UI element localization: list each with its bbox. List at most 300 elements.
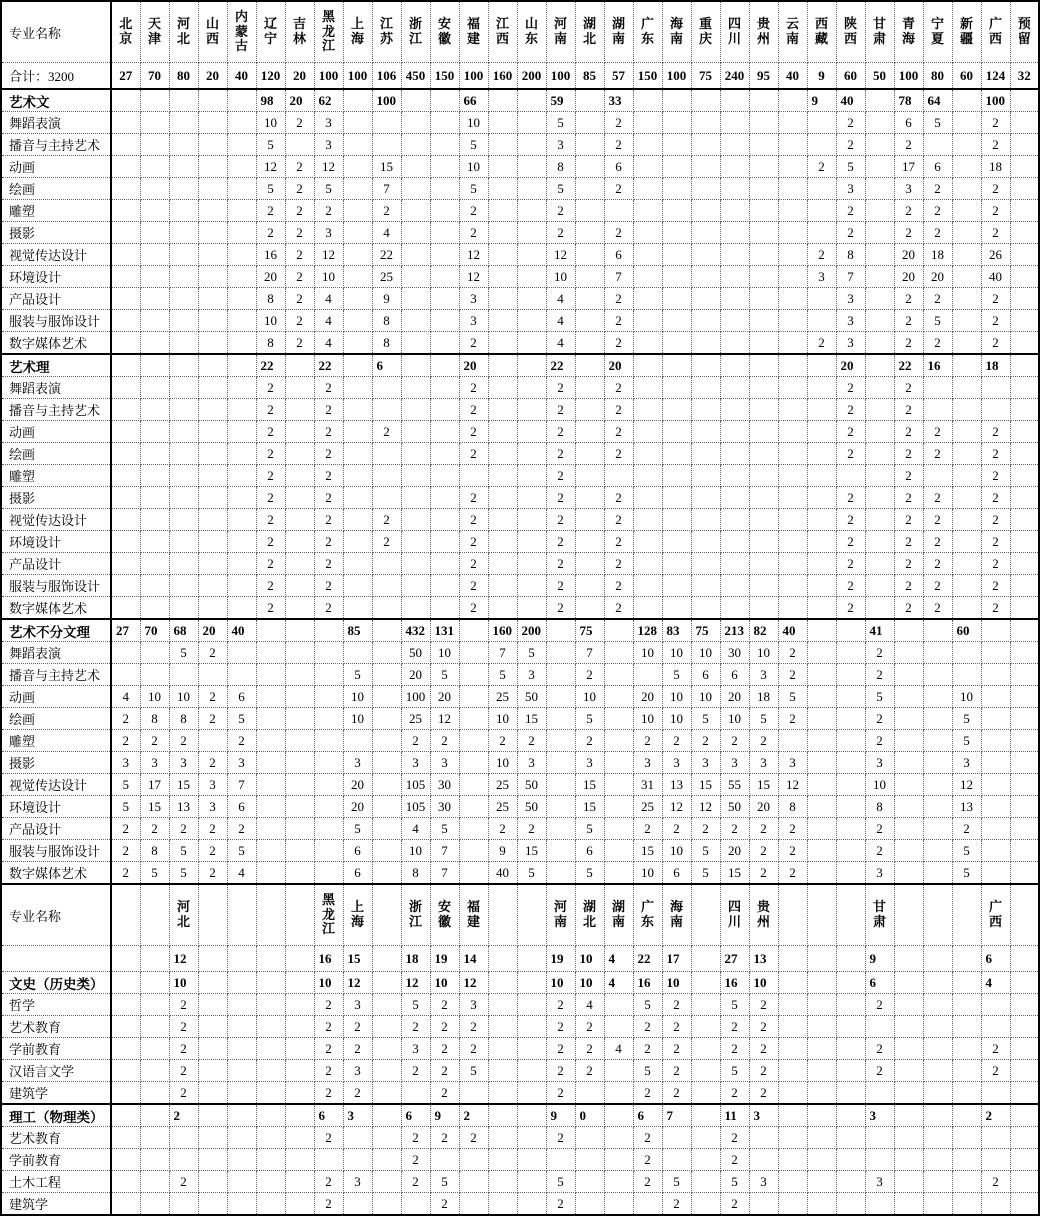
value-cell: 5 bbox=[952, 730, 981, 752]
value-cell bbox=[1010, 730, 1039, 752]
value-cell: 2 bbox=[836, 421, 865, 443]
value-cell: 78 bbox=[894, 89, 923, 112]
value-cell bbox=[401, 156, 430, 178]
value-cell: 10 bbox=[662, 642, 691, 664]
value-cell: 2 bbox=[662, 1060, 691, 1082]
value-cell bbox=[227, 597, 256, 620]
value-cell bbox=[198, 730, 227, 752]
value-cell: 5 bbox=[517, 862, 546, 885]
value-cell: 2 bbox=[604, 553, 633, 575]
value-cell bbox=[140, 222, 169, 244]
value-cell bbox=[140, 288, 169, 310]
value-cell: 100 bbox=[401, 686, 430, 708]
value-cell: 2 bbox=[894, 377, 923, 399]
value-cell bbox=[981, 377, 1010, 399]
value-cell: 10 bbox=[720, 708, 749, 730]
value-cell: 20 bbox=[198, 619, 227, 642]
value-cell: 59 bbox=[546, 89, 575, 112]
value-cell bbox=[285, 1104, 314, 1127]
value-cell bbox=[430, 244, 459, 266]
province-header-cell bbox=[430, 884, 459, 946]
value-cell bbox=[372, 112, 401, 134]
value-cell bbox=[198, 89, 227, 112]
value-cell bbox=[807, 1016, 836, 1038]
value-cell bbox=[256, 730, 285, 752]
province-header-cell bbox=[749, 1, 778, 63]
value-cell: 2 bbox=[111, 730, 140, 752]
value-cell bbox=[778, 946, 807, 972]
value-cell: 2 bbox=[401, 1149, 430, 1171]
value-cell: 13 bbox=[169, 796, 198, 818]
value-cell bbox=[575, 509, 604, 531]
value-cell bbox=[459, 686, 488, 708]
value-cell bbox=[459, 1171, 488, 1193]
value-cell: 2 bbox=[546, 1082, 575, 1105]
value-cell: 7 bbox=[430, 862, 459, 885]
value-cell bbox=[140, 642, 169, 664]
value-cell bbox=[111, 1016, 140, 1038]
value-cell: 150 bbox=[430, 63, 459, 90]
row-label: 舞蹈表演 bbox=[1, 112, 111, 134]
value-cell bbox=[691, 487, 720, 509]
value-cell: 2 bbox=[285, 222, 314, 244]
value-cell: 3 bbox=[343, 752, 372, 774]
value-cell: 12 bbox=[459, 244, 488, 266]
value-cell bbox=[343, 487, 372, 509]
value-cell bbox=[285, 619, 314, 642]
value-cell bbox=[691, 575, 720, 597]
value-cell bbox=[372, 377, 401, 399]
value-cell: 4 bbox=[227, 862, 256, 885]
value-cell: 5 bbox=[256, 178, 285, 200]
value-cell bbox=[140, 664, 169, 686]
value-cell bbox=[778, 1038, 807, 1060]
province-header-cell bbox=[285, 1, 314, 63]
value-cell: 2 bbox=[923, 222, 952, 244]
province-header-cell bbox=[517, 884, 546, 946]
value-cell bbox=[198, 509, 227, 531]
value-cell: 5 bbox=[459, 134, 488, 156]
major-row bbox=[1, 730, 1039, 752]
value-cell bbox=[488, 222, 517, 244]
value-cell bbox=[691, 1127, 720, 1149]
value-cell bbox=[952, 266, 981, 288]
value-cell bbox=[923, 642, 952, 664]
major-row bbox=[1, 178, 1039, 200]
province-header-cell bbox=[749, 884, 778, 946]
value-cell: 10 bbox=[430, 972, 459, 994]
value-cell: 2 bbox=[952, 818, 981, 840]
value-cell: 2 bbox=[894, 399, 923, 421]
value-cell bbox=[633, 597, 662, 620]
value-cell: 2 bbox=[140, 818, 169, 840]
value-cell: 2 bbox=[633, 730, 662, 752]
value-cell: 20 bbox=[923, 266, 952, 288]
value-cell: 16 bbox=[256, 244, 285, 266]
value-cell bbox=[285, 946, 314, 972]
value-cell bbox=[720, 443, 749, 465]
value-cell bbox=[691, 972, 720, 994]
value-cell bbox=[807, 1149, 836, 1171]
value-cell: 2 bbox=[256, 200, 285, 222]
value-cell bbox=[256, 1038, 285, 1060]
value-cell bbox=[314, 796, 343, 818]
value-cell bbox=[111, 288, 140, 310]
value-cell bbox=[778, 421, 807, 443]
value-cell bbox=[285, 664, 314, 686]
value-cell bbox=[169, 354, 198, 377]
province-header-cell bbox=[981, 1, 1010, 63]
value-cell bbox=[227, 332, 256, 355]
value-cell bbox=[633, 421, 662, 443]
value-cell bbox=[604, 994, 633, 1016]
value-cell bbox=[778, 972, 807, 994]
value-cell bbox=[865, 487, 894, 509]
value-cell bbox=[517, 1149, 546, 1171]
value-cell: 2 bbox=[314, 443, 343, 465]
value-cell: 40 bbox=[488, 862, 517, 885]
value-cell bbox=[343, 112, 372, 134]
value-cell bbox=[343, 531, 372, 553]
value-cell bbox=[778, 1104, 807, 1127]
value-cell bbox=[401, 266, 430, 288]
province-header-cell bbox=[1010, 1, 1039, 63]
value-cell bbox=[691, 1171, 720, 1193]
section-title-row bbox=[1, 1104, 1039, 1127]
value-cell bbox=[227, 465, 256, 487]
row-label: 合计：3200 bbox=[1, 63, 111, 90]
value-cell bbox=[488, 89, 517, 112]
value-cell bbox=[633, 288, 662, 310]
value-cell bbox=[285, 642, 314, 664]
value-cell bbox=[749, 288, 778, 310]
value-cell bbox=[401, 531, 430, 553]
value-cell bbox=[343, 730, 372, 752]
value-cell bbox=[198, 112, 227, 134]
value-cell bbox=[952, 89, 981, 112]
value-cell: 33 bbox=[604, 89, 633, 112]
value-cell: 2 bbox=[633, 1016, 662, 1038]
value-cell bbox=[401, 443, 430, 465]
value-cell: 5 bbox=[314, 178, 343, 200]
value-cell bbox=[720, 487, 749, 509]
value-cell bbox=[488, 1104, 517, 1127]
value-cell bbox=[633, 244, 662, 266]
province-name: 河北 bbox=[176, 16, 190, 46]
value-cell: 2 bbox=[401, 730, 430, 752]
province-header-cell bbox=[604, 884, 633, 946]
value-cell bbox=[401, 509, 430, 531]
value-cell bbox=[401, 222, 430, 244]
value-cell: 15 bbox=[343, 946, 372, 972]
value-cell: 12 bbox=[662, 796, 691, 818]
province-name: 江苏 bbox=[379, 16, 393, 46]
row-label: 摄影 bbox=[1, 752, 111, 774]
province-name: 安徽 bbox=[437, 899, 451, 929]
value-cell bbox=[1010, 134, 1039, 156]
value-cell: 2 bbox=[546, 399, 575, 421]
value-cell: 2 bbox=[314, 994, 343, 1016]
row-label: 土木工程 bbox=[1, 1171, 111, 1193]
value-cell: 2 bbox=[372, 509, 401, 531]
value-cell bbox=[227, 89, 256, 112]
value-cell bbox=[894, 840, 923, 862]
province-name: 贵州 bbox=[756, 899, 770, 929]
value-cell bbox=[691, 1149, 720, 1171]
value-cell bbox=[314, 708, 343, 730]
province-header-cell bbox=[807, 884, 836, 946]
province-header-cell bbox=[662, 884, 691, 946]
value-cell bbox=[111, 1127, 140, 1149]
value-cell bbox=[517, 288, 546, 310]
value-cell bbox=[952, 465, 981, 487]
value-cell bbox=[691, 1193, 720, 1216]
value-cell bbox=[778, 332, 807, 355]
value-cell bbox=[169, 421, 198, 443]
value-cell: 75 bbox=[575, 619, 604, 642]
value-cell bbox=[256, 1149, 285, 1171]
value-cell bbox=[633, 487, 662, 509]
value-cell: 15 bbox=[140, 796, 169, 818]
value-cell bbox=[227, 266, 256, 288]
value-cell bbox=[691, 1082, 720, 1105]
value-cell: 22 bbox=[372, 244, 401, 266]
value-cell bbox=[720, 399, 749, 421]
value-cell bbox=[1010, 619, 1039, 642]
value-cell bbox=[517, 421, 546, 443]
value-cell bbox=[1010, 178, 1039, 200]
value-cell: 40 bbox=[981, 266, 1010, 288]
value-cell bbox=[836, 994, 865, 1016]
value-cell bbox=[1010, 1171, 1039, 1193]
row-label: 视觉传达设计 bbox=[1, 774, 111, 796]
value-cell bbox=[546, 862, 575, 885]
value-cell bbox=[546, 752, 575, 774]
value-cell bbox=[546, 664, 575, 686]
value-cell bbox=[807, 178, 836, 200]
value-cell bbox=[691, 178, 720, 200]
value-cell: 3 bbox=[314, 112, 343, 134]
value-cell: 2 bbox=[459, 377, 488, 399]
value-cell bbox=[459, 1082, 488, 1105]
value-cell: 95 bbox=[749, 63, 778, 90]
value-cell bbox=[256, 1127, 285, 1149]
value-cell bbox=[923, 972, 952, 994]
value-cell bbox=[691, 244, 720, 266]
value-cell bbox=[952, 222, 981, 244]
value-cell bbox=[111, 946, 140, 972]
value-cell: 10 bbox=[865, 774, 894, 796]
value-cell: 3 bbox=[865, 862, 894, 885]
value-cell: 40 bbox=[778, 619, 807, 642]
value-cell: 6 bbox=[604, 156, 633, 178]
value-cell bbox=[1010, 443, 1039, 465]
value-cell bbox=[140, 1104, 169, 1127]
value-cell bbox=[111, 465, 140, 487]
value-cell bbox=[285, 421, 314, 443]
value-cell bbox=[981, 752, 1010, 774]
value-cell: 9 bbox=[807, 63, 836, 90]
value-cell bbox=[430, 332, 459, 355]
value-cell bbox=[111, 377, 140, 399]
value-cell bbox=[981, 619, 1010, 642]
value-cell: 12 bbox=[343, 972, 372, 994]
value-cell bbox=[285, 399, 314, 421]
value-cell bbox=[807, 531, 836, 553]
value-cell: 2 bbox=[865, 708, 894, 730]
value-cell: 3 bbox=[459, 288, 488, 310]
value-cell bbox=[662, 377, 691, 399]
major-row bbox=[1, 399, 1039, 421]
value-cell: 2 bbox=[314, 200, 343, 222]
value-cell bbox=[894, 642, 923, 664]
value-cell bbox=[488, 443, 517, 465]
value-cell bbox=[662, 443, 691, 465]
value-cell bbox=[285, 354, 314, 377]
value-cell: 20 bbox=[894, 244, 923, 266]
value-cell bbox=[430, 89, 459, 112]
province-header-cell bbox=[430, 1, 459, 63]
value-cell bbox=[575, 1193, 604, 1216]
value-cell: 3 bbox=[865, 752, 894, 774]
value-cell: 62 bbox=[314, 89, 343, 112]
province-header-cell bbox=[285, 884, 314, 946]
value-cell bbox=[546, 708, 575, 730]
value-cell bbox=[865, 1193, 894, 1216]
value-cell bbox=[343, 465, 372, 487]
value-cell: 2 bbox=[169, 1060, 198, 1082]
value-cell bbox=[285, 1127, 314, 1149]
value-cell bbox=[430, 222, 459, 244]
value-cell: 60 bbox=[836, 63, 865, 90]
row-label: 学前教育 bbox=[1, 1038, 111, 1060]
value-cell bbox=[691, 266, 720, 288]
value-cell bbox=[372, 1016, 401, 1038]
value-cell bbox=[140, 597, 169, 620]
value-cell: 5 bbox=[720, 994, 749, 1016]
province-header-cell bbox=[575, 1, 604, 63]
value-cell: 82 bbox=[749, 619, 778, 642]
value-cell: 5 bbox=[952, 862, 981, 885]
value-cell: 5 bbox=[169, 840, 198, 862]
value-cell: 2 bbox=[546, 1038, 575, 1060]
value-cell bbox=[894, 1171, 923, 1193]
value-cell bbox=[169, 1149, 198, 1171]
value-cell bbox=[865, 1082, 894, 1105]
value-cell: 2 bbox=[894, 310, 923, 332]
value-cell: 5 bbox=[923, 310, 952, 332]
value-cell bbox=[372, 664, 401, 686]
value-cell bbox=[1010, 89, 1039, 112]
value-cell: 2 bbox=[807, 244, 836, 266]
value-cell: 9 bbox=[807, 89, 836, 112]
value-cell: 4 bbox=[604, 1038, 633, 1060]
value-cell bbox=[227, 1171, 256, 1193]
value-cell bbox=[430, 597, 459, 620]
value-cell bbox=[459, 1193, 488, 1216]
value-cell bbox=[662, 354, 691, 377]
value-cell bbox=[720, 421, 749, 443]
value-cell: 8 bbox=[256, 288, 285, 310]
value-cell bbox=[720, 156, 749, 178]
major-row bbox=[1, 332, 1039, 355]
value-cell bbox=[488, 1171, 517, 1193]
value-cell: 4 bbox=[314, 288, 343, 310]
value-cell bbox=[691, 509, 720, 531]
value-cell bbox=[836, 796, 865, 818]
value-cell: 160 bbox=[488, 63, 517, 90]
value-cell: 20 bbox=[401, 664, 430, 686]
value-cell bbox=[778, 200, 807, 222]
value-cell: 50 bbox=[401, 642, 430, 664]
value-cell: 2 bbox=[546, 465, 575, 487]
value-cell: 2 bbox=[169, 1171, 198, 1193]
value-cell bbox=[198, 222, 227, 244]
value-cell: 18 bbox=[749, 686, 778, 708]
value-cell bbox=[169, 465, 198, 487]
value-cell: 3 bbox=[633, 752, 662, 774]
value-cell bbox=[372, 796, 401, 818]
value-cell: 2 bbox=[256, 421, 285, 443]
value-cell: 2 bbox=[865, 664, 894, 686]
value-cell bbox=[430, 531, 459, 553]
value-cell: 3 bbox=[430, 752, 459, 774]
value-cell bbox=[633, 200, 662, 222]
value-cell: 10 bbox=[343, 708, 372, 730]
value-cell bbox=[546, 796, 575, 818]
value-cell: 10 bbox=[662, 840, 691, 862]
value-cell bbox=[517, 1171, 546, 1193]
value-cell: 5 bbox=[575, 818, 604, 840]
value-cell bbox=[227, 1016, 256, 1038]
value-cell: 6 bbox=[604, 244, 633, 266]
value-cell: 5 bbox=[488, 664, 517, 686]
value-cell: 20 bbox=[343, 796, 372, 818]
value-cell: 100 bbox=[372, 89, 401, 112]
province-name: 广西 bbox=[988, 16, 1002, 46]
value-cell: 9 bbox=[546, 1104, 575, 1127]
value-cell: 12 bbox=[169, 946, 198, 972]
value-cell bbox=[140, 310, 169, 332]
value-cell: 2 bbox=[981, 597, 1010, 620]
value-cell: 12 bbox=[459, 972, 488, 994]
value-cell bbox=[169, 487, 198, 509]
value-cell: 16 bbox=[314, 946, 343, 972]
value-cell: 20 bbox=[285, 63, 314, 90]
value-cell: 2 bbox=[981, 200, 1010, 222]
value-cell bbox=[256, 840, 285, 862]
value-cell: 17 bbox=[894, 156, 923, 178]
value-cell: 2 bbox=[981, 553, 1010, 575]
value-cell bbox=[227, 1082, 256, 1105]
value-cell: 2 bbox=[604, 575, 633, 597]
province-header-cell bbox=[256, 884, 285, 946]
value-cell bbox=[575, 112, 604, 134]
value-cell: 12 bbox=[256, 156, 285, 178]
value-cell bbox=[169, 178, 198, 200]
value-cell bbox=[198, 1127, 227, 1149]
value-cell: 8 bbox=[372, 310, 401, 332]
value-cell bbox=[749, 222, 778, 244]
value-cell bbox=[952, 443, 981, 465]
value-cell bbox=[604, 664, 633, 686]
value-cell: 2 bbox=[517, 818, 546, 840]
value-cell: 2 bbox=[923, 421, 952, 443]
value-cell bbox=[952, 1060, 981, 1082]
value-cell: 4 bbox=[372, 222, 401, 244]
value-cell: 27 bbox=[720, 946, 749, 972]
value-cell: 12 bbox=[952, 774, 981, 796]
